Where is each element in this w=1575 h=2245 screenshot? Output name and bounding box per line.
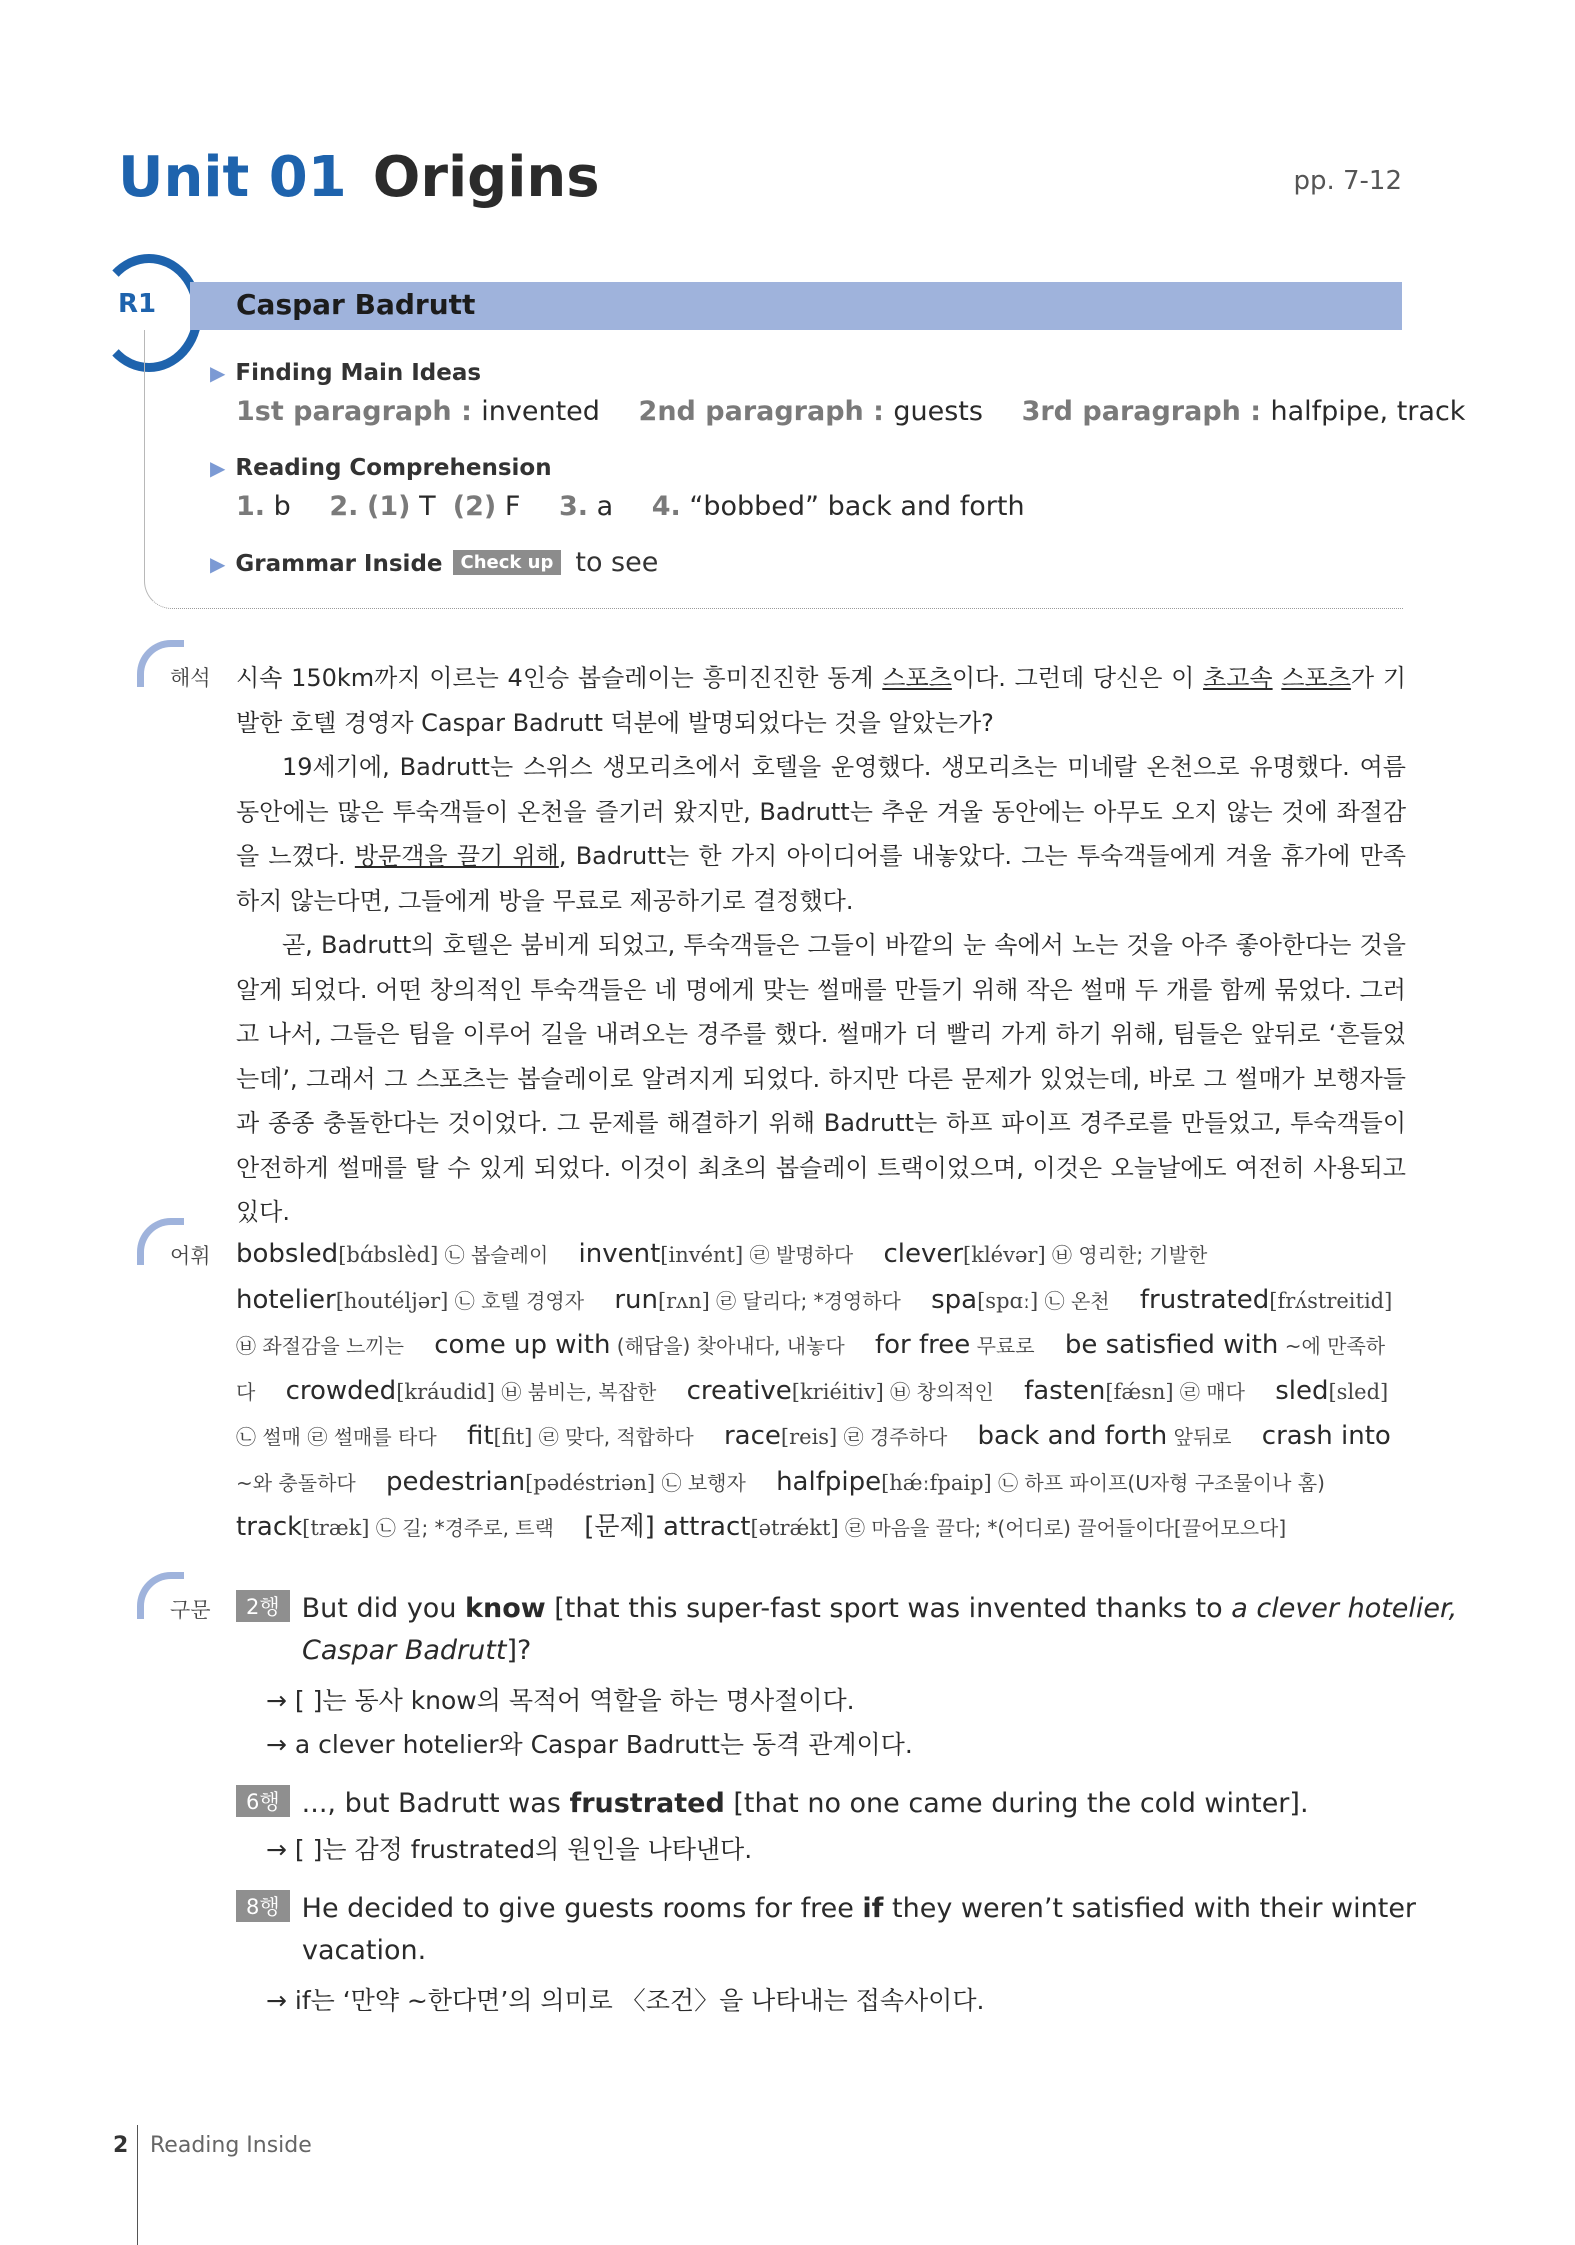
grammar-note: → if는 ‘만약 ~한다면’의 의미로 〈조건〉을 나타내는 접속사이다. [266,1986,985,2015]
vocab-phonetic: [spɑː] [977,1288,1039,1313]
vocab-item [236,1512,554,1542]
main-ideas-heading-text: Finding Main Ideas [235,360,482,386]
vocab-word: halfpipe [776,1466,882,1497]
grammar-note: → [ ]는 감정 frustrated의 원인을 나타낸다. [266,1835,753,1864]
vocab-phonetic: [ətrǽkt] [750,1516,839,1540]
vocab-item [286,1376,657,1406]
line-badge: 6행 [236,1785,290,1817]
main-idea-key: 1st paragraph [236,396,452,427]
vocab-meaning: ㉣ 마음을 끌다; *(어디로) 끌어들이다[끌어모으다] [838,1516,1287,1540]
vocab-phonetic: [sled] [1328,1379,1389,1404]
vocab-word: crowded [285,1375,397,1406]
vocab-item [724,1421,947,1451]
vocab-word: sled [1275,1375,1329,1406]
vocab-meaning: ㉡ 썰매 ㉣ 썰매를 타다 [236,1425,437,1449]
vocab-word: frustrated [1139,1284,1270,1315]
main-ideas-heading [210,360,481,386]
grammar-italic: Caspar Badrutt [302,1635,507,1666]
vocab-item [931,1285,1109,1315]
translation-segment: 이다. 그런데 당신은 이 [951,664,1204,692]
vocab-item [776,1467,1325,1497]
translation-segment: 19세기에, Badrutt는 스위스 생모리츠에서 호텔을 운영했다. 생모리츠는 미네랄 온천으로 유명했다. 여름 동안에는 많은 투숙객들이 온천을 즐기러 왔지만, Badrutt는 추운 겨울 동안에는 아무도 오지 않는 것에 좌절감을 느꼈다. [236,753,1406,870]
vocab-item [584,1512,1286,1542]
vocab-word: spa [931,1284,978,1315]
grammar-note: → [ ]는 동사 know의 목적어 역할을 하는 명사절이다. [266,1686,855,1715]
vocab-word: for free [874,1330,971,1360]
answer-value: T [419,491,436,522]
grammar-line: vacation. [302,1935,427,1966]
triangle-icon: ▶ [210,456,226,480]
vocab-item [883,1239,1207,1269]
vocabulary-list [236,1232,1406,1551]
vocab-meaning: ~에 만족하다 [236,1334,1386,1404]
answer-number: 1. [236,491,266,522]
vocab-meaning: ㉣ 경주하다 [837,1425,948,1449]
line-badge: 8행 [236,1890,290,1922]
vocab-phonetic: [reis] [780,1425,838,1449]
vocab-phonetic: [rʌn] [657,1288,710,1313]
answer-number: 3. [558,491,588,522]
vocab-word: come up with [434,1330,611,1360]
vocab-phonetic: [klévər] [963,1243,1046,1267]
vocab-word: hotelier [236,1284,336,1315]
vocab-word: clever [883,1239,964,1269]
answer-number: 4. [651,491,681,522]
unit-number: Unit 01 [118,145,347,210]
triangle-icon: ▶ [210,361,226,385]
vocab-meaning: ㉡ 온천 [1038,1288,1110,1313]
vocab-item [386,1467,746,1497]
vocab-word: fit [466,1421,494,1451]
translation-segment: 곧, Badrutt의 호텔은 붐비게 되었고, 투숙객들은 그들이 바깥의 눈 속에서 노는 것을 아주 좋아한다는 것을 알게 되었다. 어떤 창의적인 투숙객들은 네 명에게 맞는 썰매를 만들기 위해 작은 썰매 두 개를 함께 묶었다. 그러고 나서, 그들은 팀을 이루어 길을 내려오는 경주를 했다. 썰매가 더 빨리 가게 하기 위해, 팀들은 앞뒤로 ‘흔들었는데’, 그래서 그 스포츠는 봅슬레이로 알려지게 되었다. 하지만 다른 문제가 있었는데, 바로 그 썰매가 보행자들과 종종 충돌한다는 것이었다. 그 문제를 해결하기 위해 Badrutt는 하프 파이프 경주로를 만들었고, 투숙객들이 안전하게 썰매를 탈 수 있게 되었다. 이것이 최초의 봅슬레이 트랙이었으며, 이것은 오늘날에도 여전히 사용되고 있다. [236,931,1406,1226]
vocab-item [434,1330,844,1360]
grammar-bold: frustrated [569,1788,725,1819]
translation-paragraph-2 [236,745,1406,923]
answer-number: 2. [329,491,359,522]
translation-segment: 가 기발한 호텔 경영자 Caspar Badrutt 덕분에 발명되었다는 것을 알았는가? [236,664,1406,737]
vocab-word: invent [578,1239,661,1269]
grammar-text: [that this super-fast sport was invented thanks to [545,1593,1232,1624]
answer-value: “bobbed” back and forth [689,491,1025,522]
vocab-item [875,1330,1035,1360]
vocab-word: [문제] attract [584,1512,751,1542]
underlined-phrase: 스포츠 [1281,664,1351,692]
comprehension-heading-text: Reading Comprehension [235,455,552,481]
vocab-meaning: ㉥ 영리한; 기발한 [1045,1243,1208,1267]
grammar-bold: know [465,1593,546,1624]
grammar-tag: 구문 [170,1598,211,1622]
grammar-line [236,1785,1309,1819]
translation-segment: 시속 150km까지 이르는 4인승 봅슬레이는 흥미진진한 동계 [236,664,883,692]
main-ideas-answers: 1st paragraph : invented 2nd paragraph : guests 3rd paragraph : halfpipe, track [236,396,1466,427]
grammar-note: → a clever hotelier와 Caspar Badrutt는 동격 관계이다. [266,1730,913,1759]
vocab-meaning: ~와 충돌하다 [236,1470,356,1495]
translation-paragraph-1 [236,656,1406,745]
grammar-text: He decided to give guests rooms for free [301,1893,863,1924]
vocab-meaning: ㉡ 길; *경주로, 트랙 [369,1516,554,1540]
answer-value: a [596,491,614,522]
grammar-italic: clever hotelier, [1247,1593,1458,1624]
grammar-text: they weren’t satisfied with their winter [883,1893,1417,1924]
vocab-word: run [614,1284,658,1315]
vocab-item [614,1285,901,1315]
vocab-word: fasten [1024,1375,1106,1406]
vocab-meaning: ㉥ 붐비는, 복잡한 [494,1379,657,1404]
vocab-phonetic: [fit] [493,1425,533,1449]
vocab-phonetic: [frʌ́streitid] [1269,1288,1393,1313]
reading-label: R1 [118,289,157,319]
grammar-line [302,1635,531,1666]
main-idea-key: 2nd paragraph [638,396,864,427]
footer-divider [137,2125,138,2245]
grammar-text: ]? [506,1635,532,1666]
main-idea-value: halfpipe, track [1270,396,1466,427]
comprehension-answers [236,491,1025,522]
vocab-meaning: 앞뒤로 [1167,1425,1232,1449]
vocab-word: be satisfied with [1064,1330,1279,1360]
vocab-meaning: 무료로 [970,1334,1035,1358]
translation-tag: 해석 [170,666,211,690]
vocab-word: crash into [1261,1421,1391,1451]
grammar-line [236,1890,1416,1924]
grammar-italic: a [1231,1593,1248,1624]
vocab-word: race [723,1421,781,1451]
line-badge: 2행 [236,1590,290,1622]
vocab-phonetic: [invént] [660,1243,744,1267]
grammar-inside-row [210,547,658,578]
answer-part: (1) [367,491,411,522]
vocab-word: track [236,1512,303,1542]
answer-value: F [504,491,521,522]
unit-name: Origins [372,145,600,210]
vocab-phonetic: [træk] [302,1516,370,1540]
vocab-meaning: ㉣ 맞다, 적합하다 [532,1425,694,1449]
vocab-meaning: ㉣ 달리다; *경영하다 [709,1288,901,1313]
translation-text [236,656,1406,1235]
vocab-item [236,1239,548,1269]
underlined-phrase: 초고속 [1203,664,1273,692]
vocab-phonetic: [bɑ́bslèd] [338,1243,439,1267]
grammar-inside-heading: Grammar Inside [235,551,443,577]
vocab-item [236,1285,584,1315]
vocab-phonetic: [kriéitiv] [791,1379,884,1404]
grammar-text: ..., but Badrutt was [301,1788,570,1819]
translation-paragraph-3 [236,923,1406,1235]
vocab-item [687,1376,994,1406]
reading-title: Caspar Badrutt [236,288,476,321]
underlined-phrase: 방문객을 끌기 위해 [354,842,559,870]
vocab-meaning: ㉣ 발명하다 [743,1243,854,1267]
vocab-word: bobsled [236,1239,339,1269]
vocab-meaning: ㉡ 하프 파이프(U자형 구조물이나 홈) [991,1470,1325,1495]
main-idea-value: guests [893,396,983,427]
grammar-inside-answer: to see [575,547,659,578]
triangle-icon: ▶ [210,552,226,576]
vocab-item [467,1421,694,1451]
vocab-meaning: ㉡ 호텔 경영자 [448,1288,585,1313]
vocab-phonetic: [hǽːfpaip] [881,1470,992,1495]
vocab-word: back and forth [977,1421,1168,1451]
grammar-line [236,1590,1457,1624]
vocab-meaning: ㉥ 창의적인 [883,1379,994,1404]
vocab-item [579,1239,854,1269]
grammar-text: [that no one came during the cold winter]. [724,1788,1309,1819]
vocab-phonetic: [kráudid] [396,1379,495,1404]
main-idea-value: invented [481,396,600,427]
vocab-phonetic: [houtéljər] [335,1288,449,1313]
grammar-text: But did you [301,1593,466,1624]
vocabulary-tag: 어휘 [170,1244,211,1268]
vocab-meaning: (해답을) 찾아내다, 내놓다 [610,1334,845,1358]
page-number: 2 [113,2133,129,2158]
vocab-meaning: ㉣ 매다 [1173,1379,1245,1404]
vocab-item [978,1421,1232,1451]
page-range: pp. 7-12 [1293,166,1402,196]
answer-value: b [273,491,291,522]
unit-title [118,145,600,210]
underlined-phrase: 스포츠 [882,664,952,692]
check-up-badge: Check up [453,550,562,575]
vocab-word: creative [686,1375,792,1406]
answer-part: (2) [452,491,497,522]
vocab-phonetic: [fǽsn] [1105,1379,1174,1404]
comprehension-heading [210,455,552,481]
vocab-phonetic: [pədéstriən] [525,1470,656,1495]
vocab-item [1024,1376,1245,1406]
translation-segment: , Badrutt는 한 가지 아이디어를 내놓았다. 그는 투숙객들에게 겨울 휴가에 만족하지 않는다면, 그들에게 방을 무료로 제공하기로 결정했다. [236,842,1406,915]
vocab-meaning: ㉥ 좌절감을 느끼는 [236,1334,404,1358]
vocab-meaning: ㉡ 보행자 [655,1470,746,1495]
vocab-meaning: ㉡ 봅슬레이 [438,1243,549,1267]
main-idea-key: 3rd paragraph [1021,396,1241,427]
grammar-bold: if [862,1893,884,1924]
vocab-word: pedestrian [385,1466,526,1497]
footer-book-title: Reading Inside [150,2133,312,2158]
